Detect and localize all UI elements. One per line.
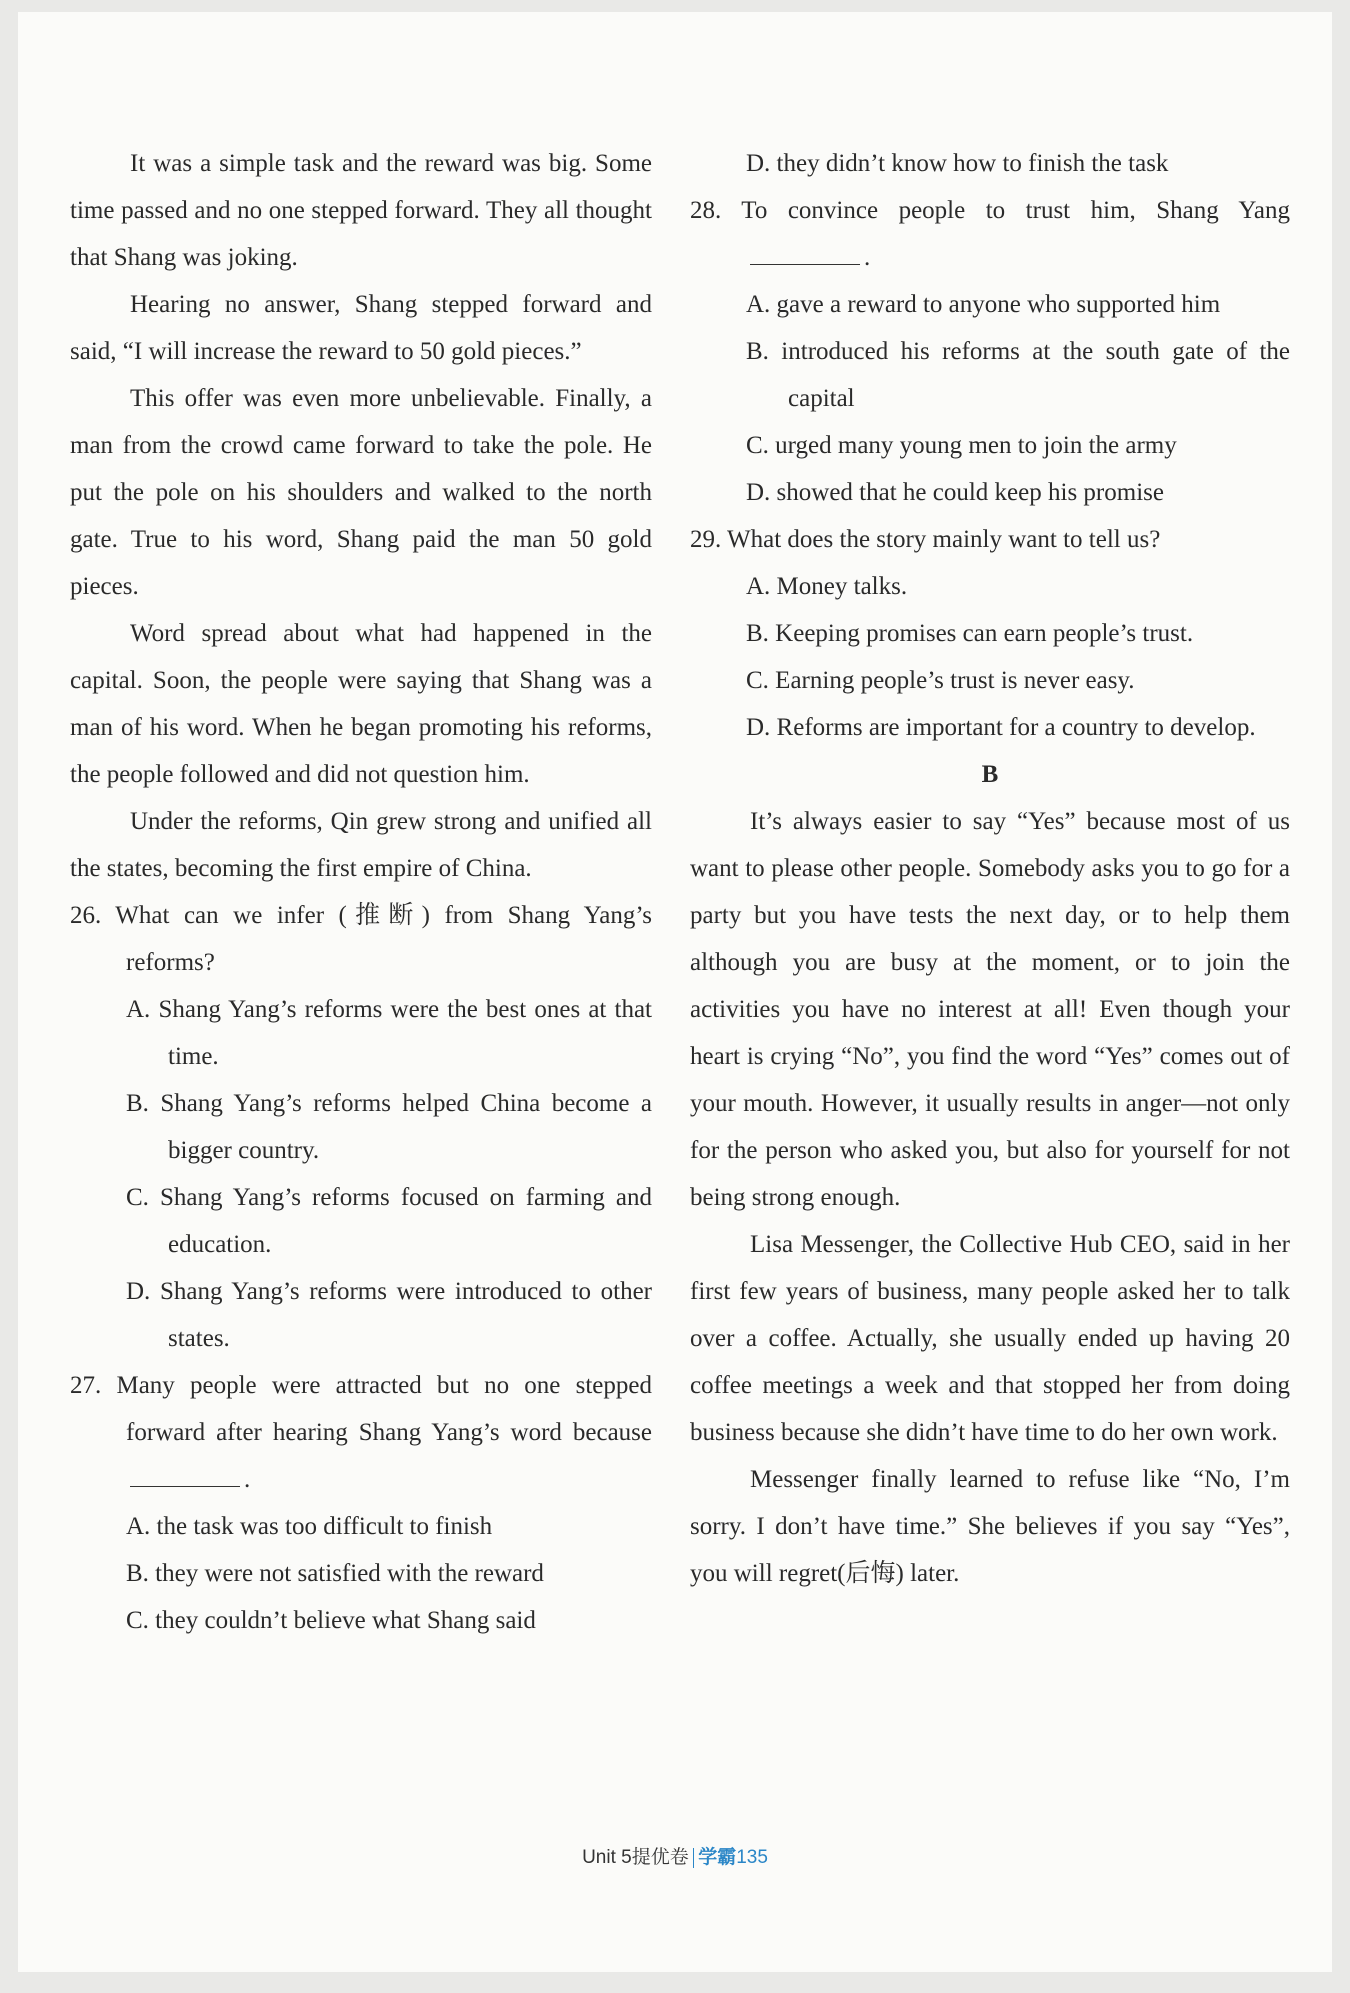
paragraph: Hearing no answer, Shang stepped forward and said, “I will increase the reward to 50 gold pieces.” <box>70 291 652 365</box>
page-number: 135 <box>736 1847 768 1868</box>
paragraph: Messenger finally learned to refuse like “No, I’m sorry. I don’t have time.” She believes if you say “Yes”, you will regret(后悔) later. <box>690 1466 1290 1587</box>
paragraph: Word spread about what had happened in the capital. Soon, the people were saying that Shang was a man of his word. When he began promoting his reforms, the people followed and did not question him. <box>70 620 652 788</box>
paragraph: It was a simple task and the reward was big. Some time passed and no one stepped forward. They all thought that Shang was joking. <box>70 150 652 271</box>
question-28-option-d: D. showed that he could keep his promise <box>746 479 1164 506</box>
question-26-option-c: C. Shang Yang’s reforms focused on farming and education. <box>126 1184 652 1258</box>
left-column <box>70 140 652 1644</box>
question-29-option-d: D. Reforms are important for a country to develop. <box>746 714 1256 741</box>
footer-divider <box>693 1848 695 1868</box>
answer-blank <box>130 1466 240 1487</box>
question-28-text: 28. To convince people to trust him, Shang Yang <box>690 197 1290 224</box>
question-27-option-a: A. the task was too difficult to finish <box>126 1513 493 1540</box>
right-column <box>690 140 1290 1597</box>
question-28-option-c: C. urged many young men to join the army <box>746 432 1177 459</box>
paragraph: This offer was even more unbelievable. Finally, a man from the crowd came forward to take the pole. He put the pole on his shoulders and walked to the north gate. True to his word, Shang paid the man 50 gold pieces. <box>70 385 652 600</box>
question-26-option-d: D. Shang Yang’s reforms were introduced to other states. <box>126 1278 652 1352</box>
question-29-option-a: A. Money talks. <box>746 573 908 600</box>
question-29-option-b: B. Keeping promises can earn people’s trust. <box>746 620 1194 647</box>
question-26-option-a: A. Shang Yang’s reforms were the best ones at that time. <box>126 996 652 1070</box>
paragraph: Under the reforms, Qin grew strong and unified all the states, becoming the first empire of China. <box>70 808 652 882</box>
question-27-option-b: B. they were not satisfied with the reward <box>126 1560 544 1587</box>
question-27-stem <box>70 1362 652 1503</box>
question-27-text: 27. Many people were attracted but no one stepped forward after hearing Shang Yang’s word because <box>70 1372 652 1446</box>
question-27-option-d: D. they didn’t know how to finish the task <box>746 150 1169 177</box>
unit-label: Unit 5提优卷 <box>582 1847 689 1868</box>
question-26-stem: 26. What can we infer (推断) from Shang Yang’s reforms? <box>70 902 652 976</box>
answer-blank <box>750 244 860 265</box>
question-27-end: . <box>244 1466 251 1493</box>
question-28-option-a: A. gave a reward to anyone who supported him <box>746 291 1221 318</box>
question-28-option-b: B. introduced his reforms at the south gate of the capital <box>746 338 1290 412</box>
question-27-option-c: C. they couldn’t believe what Shang said <box>126 1607 536 1634</box>
paragraph: Lisa Messenger, the Collective Hub CEO, said in her first few years of business, many people asked her to talk over a coffee. Actually, she usually ended up having 20 coffee meetings a week and that stopped her from doing business because she didn’t have time to do her own work. <box>690 1231 1290 1446</box>
question-29-option-c: C. Earning people’s trust is never easy. <box>746 667 1135 694</box>
section-heading-b: B <box>981 761 999 788</box>
question-26-option-b: B. Shang Yang’s reforms helped China become a bigger country. <box>126 1090 652 1164</box>
question-29-stem: 29. What does the story mainly want to tell us? <box>690 526 1161 553</box>
worksheet-page <box>18 12 1332 1972</box>
paragraph: It’s always easier to say “Yes” because most of us want to please other people. Somebody asks you to go for a party but you have tests the next day, or to help them although you are busy at the moment, or to join the activities you have no interest at all! Even though your heart is crying “No”, you find the word “Yes” comes out of your mouth. However, it usually results in anger—not only for the person who asked you, but also for yourself for not being strong enough. <box>690 808 1290 1211</box>
question-28-end: . <box>864 244 871 271</box>
page-footer <box>18 1842 1332 1869</box>
question-28-stem <box>690 187 1290 281</box>
brand-label: 学霸 <box>698 1847 737 1868</box>
